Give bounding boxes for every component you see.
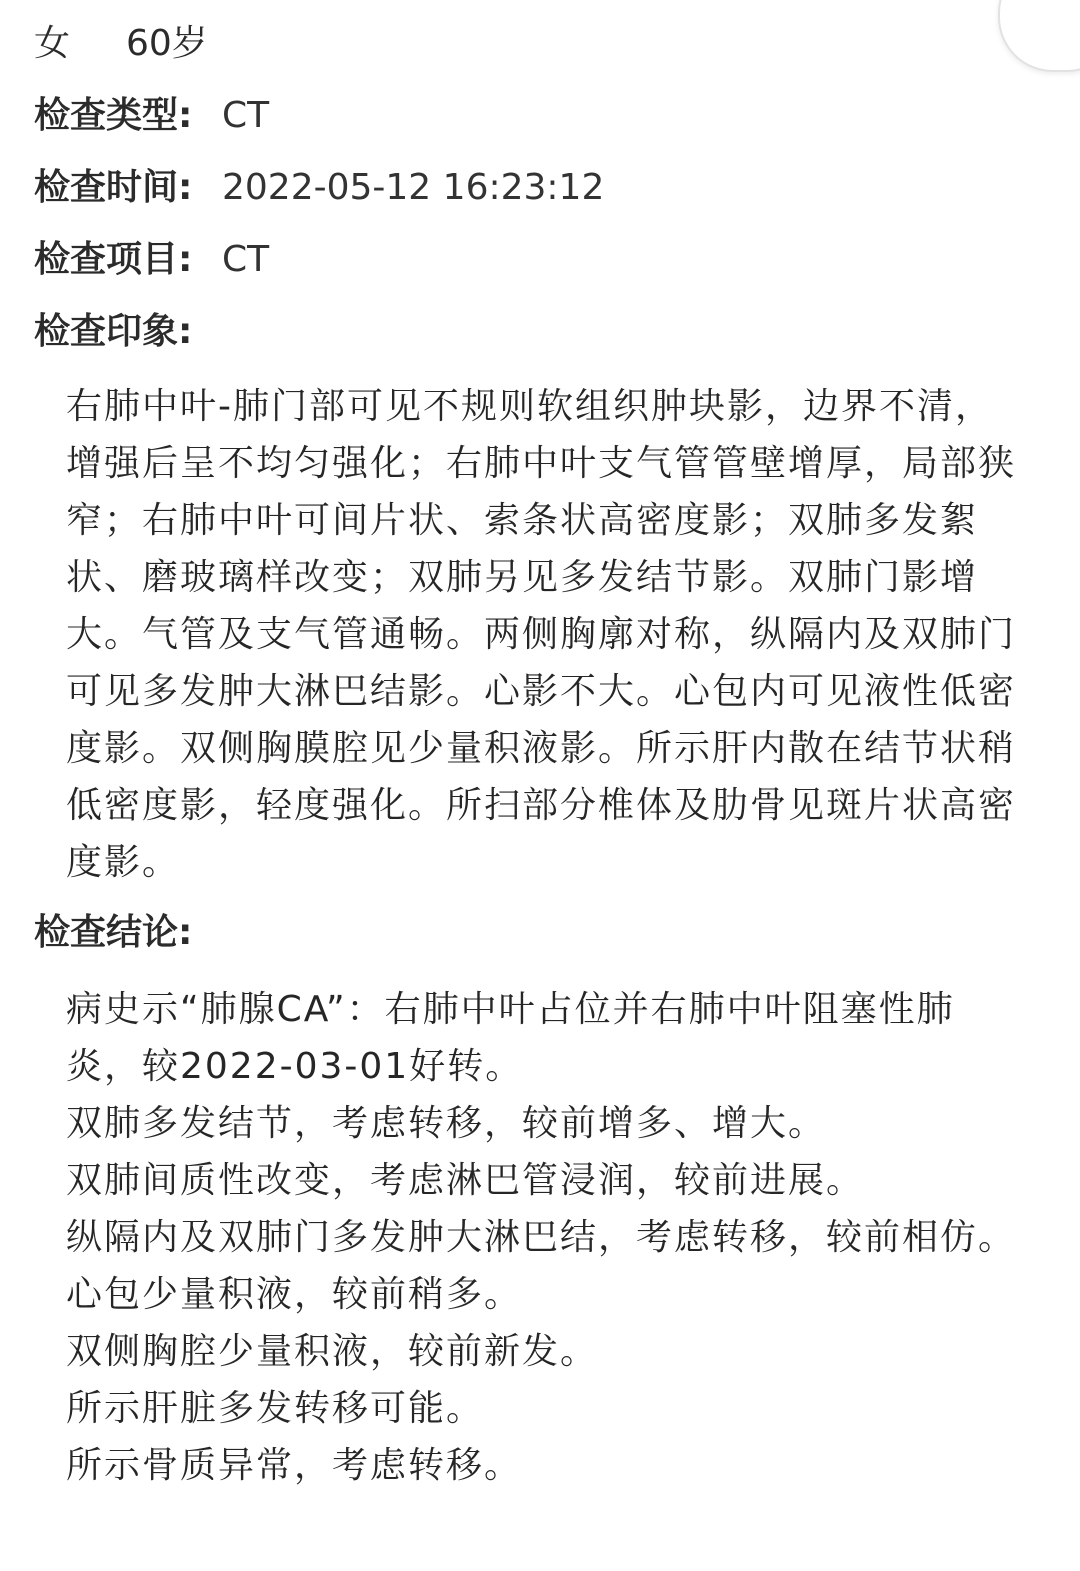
exam-time-row	[34, 152, 1024, 224]
exam-type-row	[34, 80, 1024, 152]
patient-info-row	[34, 8, 1024, 80]
patient-gender: 女	[34, 23, 71, 64]
exam-item-value: CT	[222, 239, 270, 280]
conclusion-line: 心包少量积液，较前稍多。	[66, 1274, 523, 1315]
patient-age: 60岁	[126, 23, 208, 64]
exam-item-row	[34, 224, 1024, 296]
conclusion-line: 病史示“肺腺CA”：右肺中叶占位并右肺中叶阻塞性肺炎，较2022-03-01好转。	[66, 989, 955, 1087]
conclusion-line: 所示肝脏多发转移可能。	[66, 1388, 485, 1429]
impression-text: 右肺中叶-肺门部可见不规则软组织肿块影，边界不清，增强后呈不均匀强化；右肺中叶支气管管壁增厚，局部狭窄；右肺中叶可间片状、索条状高密度影；双肺多发絮状、磨玻璃样改变；双肺另见多发结节影。双肺门影增大。气管及支气管通畅。两侧胸廓对称，纵隔内及双肺门可见多发肿大淋巴结影。心影不大。心包内可见液性低密度影。双侧胸膜腔见少量积液影。所示肝内散在结节状稍低密度影，轻度强化。所扫部分椎体及肋骨见斑片状高密度影。	[66, 386, 1017, 883]
exam-type-value: CT	[222, 95, 270, 136]
exam-time-value: 2022-05-12 16:23:12	[222, 167, 605, 208]
exam-time-label: 检查时间:	[34, 167, 193, 208]
ct-report	[34, 8, 1024, 1494]
conclusion-line: 双肺多发结节，考虑转移，较前增多、增大。	[66, 1103, 827, 1144]
conclusion-list	[66, 981, 1026, 1494]
conclusion-line: 纵隔内及双肺门多发肿大淋巴结，考虑转移，较前相仿。	[66, 1217, 1017, 1258]
conclusion-line: 所示骨质异常，考虑转移。	[66, 1445, 523, 1486]
exam-item-label: 检查项目:	[34, 239, 193, 280]
impression-label: 检查印象:	[34, 311, 193, 352]
conclusion-line: 双侧胸腔少量积液，较前新发。	[66, 1331, 599, 1372]
conclusion-line: 双肺间质性改变，考虑淋巴管浸润，较前进展。	[66, 1160, 865, 1201]
conclusion-label: 检查结论:	[34, 912, 193, 953]
exam-type-label: 检查类型:	[34, 95, 193, 136]
